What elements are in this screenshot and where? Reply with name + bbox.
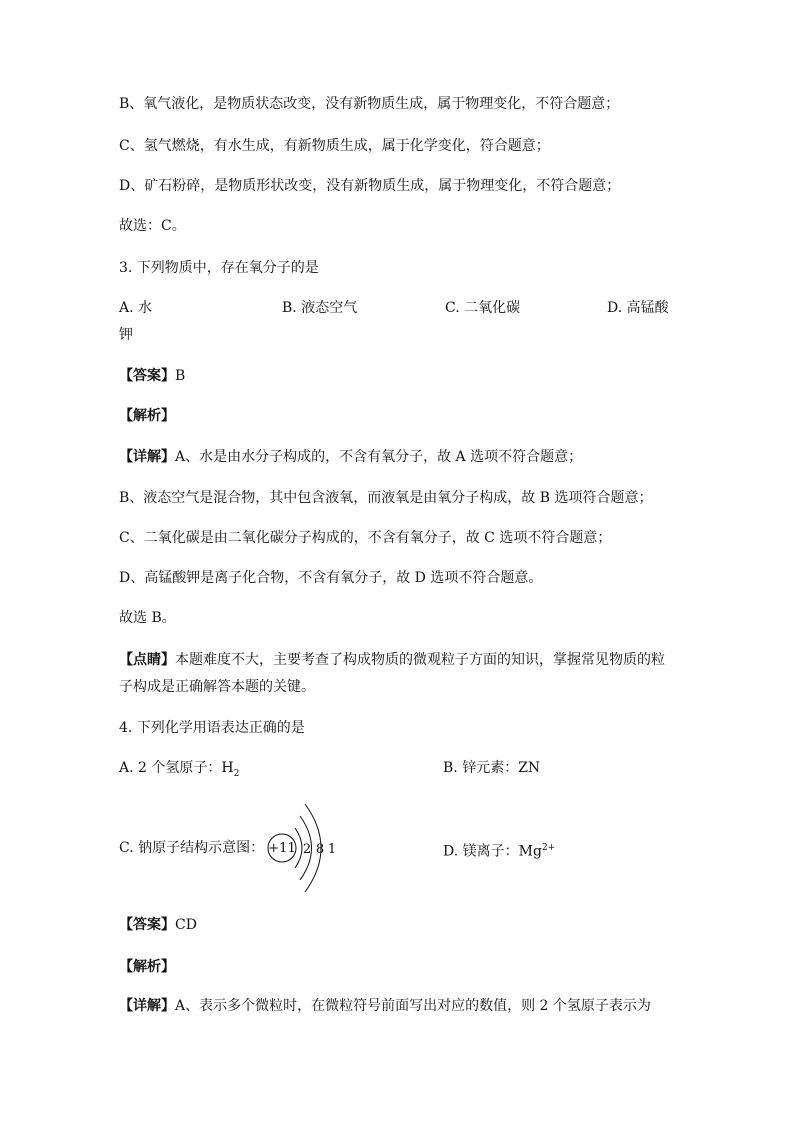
q3-comment-line2: 子构成是正确解答本题的关键。 (119, 679, 315, 695)
shell-2-electrons: 8 (315, 842, 325, 857)
q4-answer: CD (175, 917, 197, 933)
shell-1-electrons: 2 (302, 842, 312, 857)
sodium-atom-structure-diagram (265, 800, 340, 895)
q4-question: 4. 下列化学用语表达正确的是 (119, 720, 305, 736)
q4-option-a (119, 758, 239, 784)
q4-option-d-text: D. 镁离子：Mg (443, 843, 542, 860)
q3-detail-b: B、液态空气是混合物，其中包含液氧，而液氧是由氧分子构成，故 B 选项符合题意； (119, 490, 653, 506)
q2-analysis-d: D、矿石粉碎，是物质形状改变，没有新物质生成，属于物理变化，不符合题意； (119, 178, 621, 194)
q4-option-d-superscript: 2+ (541, 843, 556, 853)
q2-analysis-c: C、氢气燃烧，有水生成，有新物质生成，属于化学变化，符合题意； (119, 138, 550, 154)
q3-answer: B (175, 368, 186, 384)
q3-detail-a-line (119, 447, 582, 467)
q3-detail-c: C、二氧化碳是由二氧化碳分子构成的，不含有氧分子，故 C 选项不符合题意； (119, 530, 612, 546)
q3-analysis-tag: 【解析】 (119, 408, 175, 424)
comment-tag: 【点睛】 (119, 652, 175, 668)
q3-comment-text: 本题难度不大，主要考查了构成物质的微观粒子方面的知识，掌握常见物质的粒 (175, 652, 665, 668)
q4-option-a-subscript: 2 (233, 768, 240, 779)
q3-detail-d: D、高锰酸钾是离子化合物，不含有氧分子，故 D 选项不符合题意。 (119, 570, 543, 586)
q3-option-d-wrap: 钾 (119, 327, 133, 343)
q3-answer-line (119, 366, 185, 386)
q2-choice: 故选：C。 (119, 218, 186, 234)
q4-analysis-tag: 【解析】 (119, 959, 175, 975)
detail-tag: 【详解】 (119, 449, 175, 465)
q4-option-d (443, 838, 555, 862)
q4-answer-line (119, 915, 197, 935)
q4-detail-a-line (119, 996, 651, 1016)
q3-option-d: D. 高锰酸 (607, 300, 669, 316)
q4-option-a-text: A. 2 个氢原子：H (119, 760, 234, 776)
shell-3-electrons: 1 (327, 842, 337, 857)
q3-option-b: B. 液态空气 (282, 300, 358, 316)
q4-option-b: B. 锌元素：ZN (443, 760, 541, 776)
detail-tag: 【详解】 (119, 998, 175, 1014)
answer-tag: 【答案】 (119, 917, 175, 933)
q3-option-c: C. 二氧化碳 (445, 300, 521, 316)
q2-analysis-b: B、氧气液化，是物质状态改变，没有新物质生成，属于物理变化，不符合题意； (119, 96, 620, 112)
q3-detail-a: A、水是由水分子构成的，不含有氧分子，故 A 选项不符合题意； (175, 449, 583, 465)
q4-option-c: C. 钠原子结构示意图： (119, 840, 265, 856)
answer-tag: 【答案】 (119, 368, 175, 384)
nucleus-charge: +11 (268, 841, 296, 856)
q3-comment-line1 (119, 650, 665, 670)
q3-choice: 故选 B。 (119, 610, 176, 626)
q3-option-a: A. 水 (119, 300, 153, 316)
q3-question: 3. 下列物质中，存在氧分子的是 (119, 260, 319, 276)
q4-detail-a: A、表示多个微粒时，在微粒符号前面写出对应的数值，则 2 个氢原子表示为 (175, 998, 651, 1014)
